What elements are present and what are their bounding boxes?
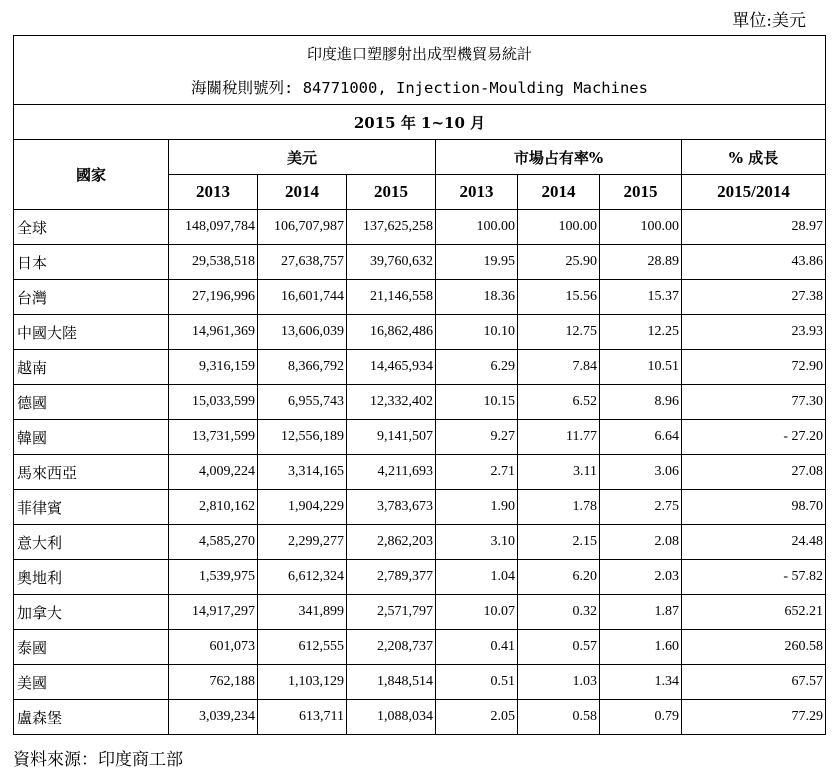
growth-period-header: 2015/2014 [682, 175, 826, 210]
share-2015-cell: 1.87 [600, 595, 682, 630]
share-2015-cell: 100.00 [600, 210, 682, 245]
table-row [14, 595, 826, 630]
share-2013-cell: 2.71 [436, 455, 518, 490]
usd-2013-cell: 27,196,996 [169, 280, 258, 315]
table-row [14, 315, 826, 350]
usd-2015-cell: 12,332,402 [347, 385, 436, 420]
table-row [14, 420, 826, 455]
usd-2013-cell: 29,538,518 [169, 245, 258, 280]
usd-2013-cell: 13,731,599 [169, 420, 258, 455]
share-year-header: 2014 [518, 175, 600, 210]
share-2013-cell: 0.51 [436, 665, 518, 700]
period-label: 2015 年 1~10 月 [14, 105, 826, 140]
country-cell: 中國大陸 [14, 315, 169, 350]
usd-2014-cell: 16,601,744 [258, 280, 347, 315]
country-cell: 台灣 [14, 280, 169, 315]
growth-cell: 652.21 [682, 595, 826, 630]
usd-2014-cell: 1,103,129 [258, 665, 347, 700]
share-2014-cell: 15.56 [518, 280, 600, 315]
share-2014-cell: 1.78 [518, 490, 600, 525]
usd-2013-cell: 148,097,784 [169, 210, 258, 245]
country-cell: 泰國 [14, 630, 169, 665]
table-row [14, 245, 826, 280]
share-2014-cell: 0.57 [518, 630, 600, 665]
table-body [14, 210, 826, 735]
table-row [14, 700, 826, 735]
usd-2014-cell: 612,555 [258, 630, 347, 665]
country-cell: 韓國 [14, 420, 169, 455]
table-row [14, 350, 826, 385]
share-2014-cell: 12.75 [518, 315, 600, 350]
share-2015-cell: 3.06 [600, 455, 682, 490]
usd-2014-cell: 27,638,757 [258, 245, 347, 280]
share-2013-cell: 6.29 [436, 350, 518, 385]
share-2013-cell: 1.90 [436, 490, 518, 525]
share-2014-cell: 2.15 [518, 525, 600, 560]
share-2013-cell: 10.15 [436, 385, 518, 420]
share-2015-cell: 1.60 [600, 630, 682, 665]
usd-2013-cell: 15,033,599 [169, 385, 258, 420]
growth-cell: 27.38 [682, 280, 826, 315]
country-cell: 菲律賓 [14, 490, 169, 525]
usd-2013-cell: 14,961,369 [169, 315, 258, 350]
share-2015-cell: 10.51 [600, 350, 682, 385]
usd-2013-cell: 4,585,270 [169, 525, 258, 560]
usd-2013-cell: 14,917,297 [169, 595, 258, 630]
growth-cell: 27.08 [682, 455, 826, 490]
country-cell: 德國 [14, 385, 169, 420]
usd-2014-cell: 8,366,792 [258, 350, 347, 385]
share-2014-cell: 100.00 [518, 210, 600, 245]
share-2013-cell: 10.07 [436, 595, 518, 630]
usd-2015-cell: 4,211,693 [347, 455, 436, 490]
usd-2013-cell: 3,039,234 [169, 700, 258, 735]
country-cell: 馬來西亞 [14, 455, 169, 490]
table-row [14, 525, 826, 560]
share-2013-cell: 3.10 [436, 525, 518, 560]
share-2015-cell: 2.03 [600, 560, 682, 595]
unit-label: 單位:美元 [732, 11, 806, 31]
growth-cell: 260.58 [682, 630, 826, 665]
share-2015-cell: 1.34 [600, 665, 682, 700]
share-2014-cell: 1.03 [518, 665, 600, 700]
share-2015-cell: 2.75 [600, 490, 682, 525]
share-2013-cell: 1.04 [436, 560, 518, 595]
usd-2015-cell: 14,465,934 [347, 350, 436, 385]
growth-cell: - 27.20 [682, 420, 826, 455]
usd-2014-cell: 341,899 [258, 595, 347, 630]
share-2015-cell: 15.37 [600, 280, 682, 315]
usd-2014-cell: 613,711 [258, 700, 347, 735]
usd-group-header: 美元 [169, 140, 436, 175]
share-2015-cell: 6.64 [600, 420, 682, 455]
hs-code-title: 海關稅則號列: 84771000, Injection-Moulding Machines [14, 70, 826, 105]
usd-2014-cell: 6,955,743 [258, 385, 347, 420]
usd-2015-cell: 1,848,514 [347, 665, 436, 700]
growth-cell: 98.70 [682, 490, 826, 525]
growth-cell: 23.93 [682, 315, 826, 350]
share-2014-cell: 7.84 [518, 350, 600, 385]
share-2015-cell: 0.79 [600, 700, 682, 735]
growth-cell: 67.57 [682, 665, 826, 700]
share-2014-cell: 25.90 [518, 245, 600, 280]
usd-2013-cell: 9,316,159 [169, 350, 258, 385]
usd-2015-cell: 9,141,507 [347, 420, 436, 455]
usd-2015-cell: 1,088,034 [347, 700, 436, 735]
table-row [14, 385, 826, 420]
share-2013-cell: 19.95 [436, 245, 518, 280]
usd-2015-cell: 39,760,632 [347, 245, 436, 280]
usd-2013-cell: 601,073 [169, 630, 258, 665]
share-2013-cell: 9.27 [436, 420, 518, 455]
growth-cell: 28.97 [682, 210, 826, 245]
source-note: 資料來源：印度商工部 [13, 750, 183, 770]
country-cell: 奧地利 [14, 560, 169, 595]
share-2015-cell: 2.08 [600, 525, 682, 560]
usd-2014-cell: 3,314,165 [258, 455, 347, 490]
share-2013-cell: 18.36 [436, 280, 518, 315]
usd-2015-cell: 3,783,673 [347, 490, 436, 525]
growth-cell: 77.30 [682, 385, 826, 420]
usd-2015-cell: 2,208,737 [347, 630, 436, 665]
usd-2014-cell: 1,904,229 [258, 490, 347, 525]
usd-2014-cell: 12,556,189 [258, 420, 347, 455]
share-2015-cell: 8.96 [600, 385, 682, 420]
share-2013-cell: 2.05 [436, 700, 518, 735]
share-2015-cell: 12.25 [600, 315, 682, 350]
usd-2015-cell: 2,862,203 [347, 525, 436, 560]
country-cell: 美國 [14, 665, 169, 700]
growth-cell: 72.90 [682, 350, 826, 385]
share-year-header: 2015 [600, 175, 682, 210]
usd-2013-cell: 1,539,975 [169, 560, 258, 595]
country-cell: 盧森堡 [14, 700, 169, 735]
usd-2015-cell: 137,625,258 [347, 210, 436, 245]
share-2013-cell: 10.10 [436, 315, 518, 350]
table-title: 印度進口塑膠射出成型機貿易統計 [14, 36, 826, 71]
usd-2015-cell: 16,862,486 [347, 315, 436, 350]
usd-2014-cell: 2,299,277 [258, 525, 347, 560]
table-row [14, 665, 826, 700]
usd-2015-cell: 2,571,797 [347, 595, 436, 630]
usd-2013-cell: 762,188 [169, 665, 258, 700]
share-2014-cell: 0.32 [518, 595, 600, 630]
usd-2013-cell: 2,810,162 [169, 490, 258, 525]
share-2013-cell: 100.00 [436, 210, 518, 245]
growth-cell: 77.29 [682, 700, 826, 735]
growth-cell: 43.86 [682, 245, 826, 280]
share-2014-cell: 6.52 [518, 385, 600, 420]
usd-2014-cell: 13,606,039 [258, 315, 347, 350]
table-row [14, 560, 826, 595]
usd-year-header: 2014 [258, 175, 347, 210]
country-cell: 越南 [14, 350, 169, 385]
share-2015-cell: 28.89 [600, 245, 682, 280]
table-row [14, 490, 826, 525]
share-year-header: 2013 [436, 175, 518, 210]
country-cell: 日本 [14, 245, 169, 280]
growth-cell: 24.48 [682, 525, 826, 560]
growth-cell: - 57.82 [682, 560, 826, 595]
country-cell: 意大利 [14, 525, 169, 560]
country-cell: 加拿大 [14, 595, 169, 630]
table-row [14, 210, 826, 245]
trade-statistics-table [13, 35, 826, 735]
table-row [14, 455, 826, 490]
usd-2014-cell: 6,612,324 [258, 560, 347, 595]
usd-2013-cell: 4,009,224 [169, 455, 258, 490]
share-2014-cell: 6.20 [518, 560, 600, 595]
share-group-header: 市場占有率% [436, 140, 682, 175]
table-row [14, 630, 826, 665]
share-2014-cell: 0.58 [518, 700, 600, 735]
share-2014-cell: 11.77 [518, 420, 600, 455]
usd-year-header: 2015 [347, 175, 436, 210]
country-header: 國家 [14, 140, 169, 210]
usd-year-header: 2013 [169, 175, 258, 210]
table-row [14, 280, 826, 315]
country-cell: 全球 [14, 210, 169, 245]
usd-2014-cell: 106,707,987 [258, 210, 347, 245]
share-2013-cell: 0.41 [436, 630, 518, 665]
share-2014-cell: 3.11 [518, 455, 600, 490]
usd-2015-cell: 21,146,558 [347, 280, 436, 315]
usd-2015-cell: 2,789,377 [347, 560, 436, 595]
growth-group-header: % 成長 [682, 140, 826, 175]
